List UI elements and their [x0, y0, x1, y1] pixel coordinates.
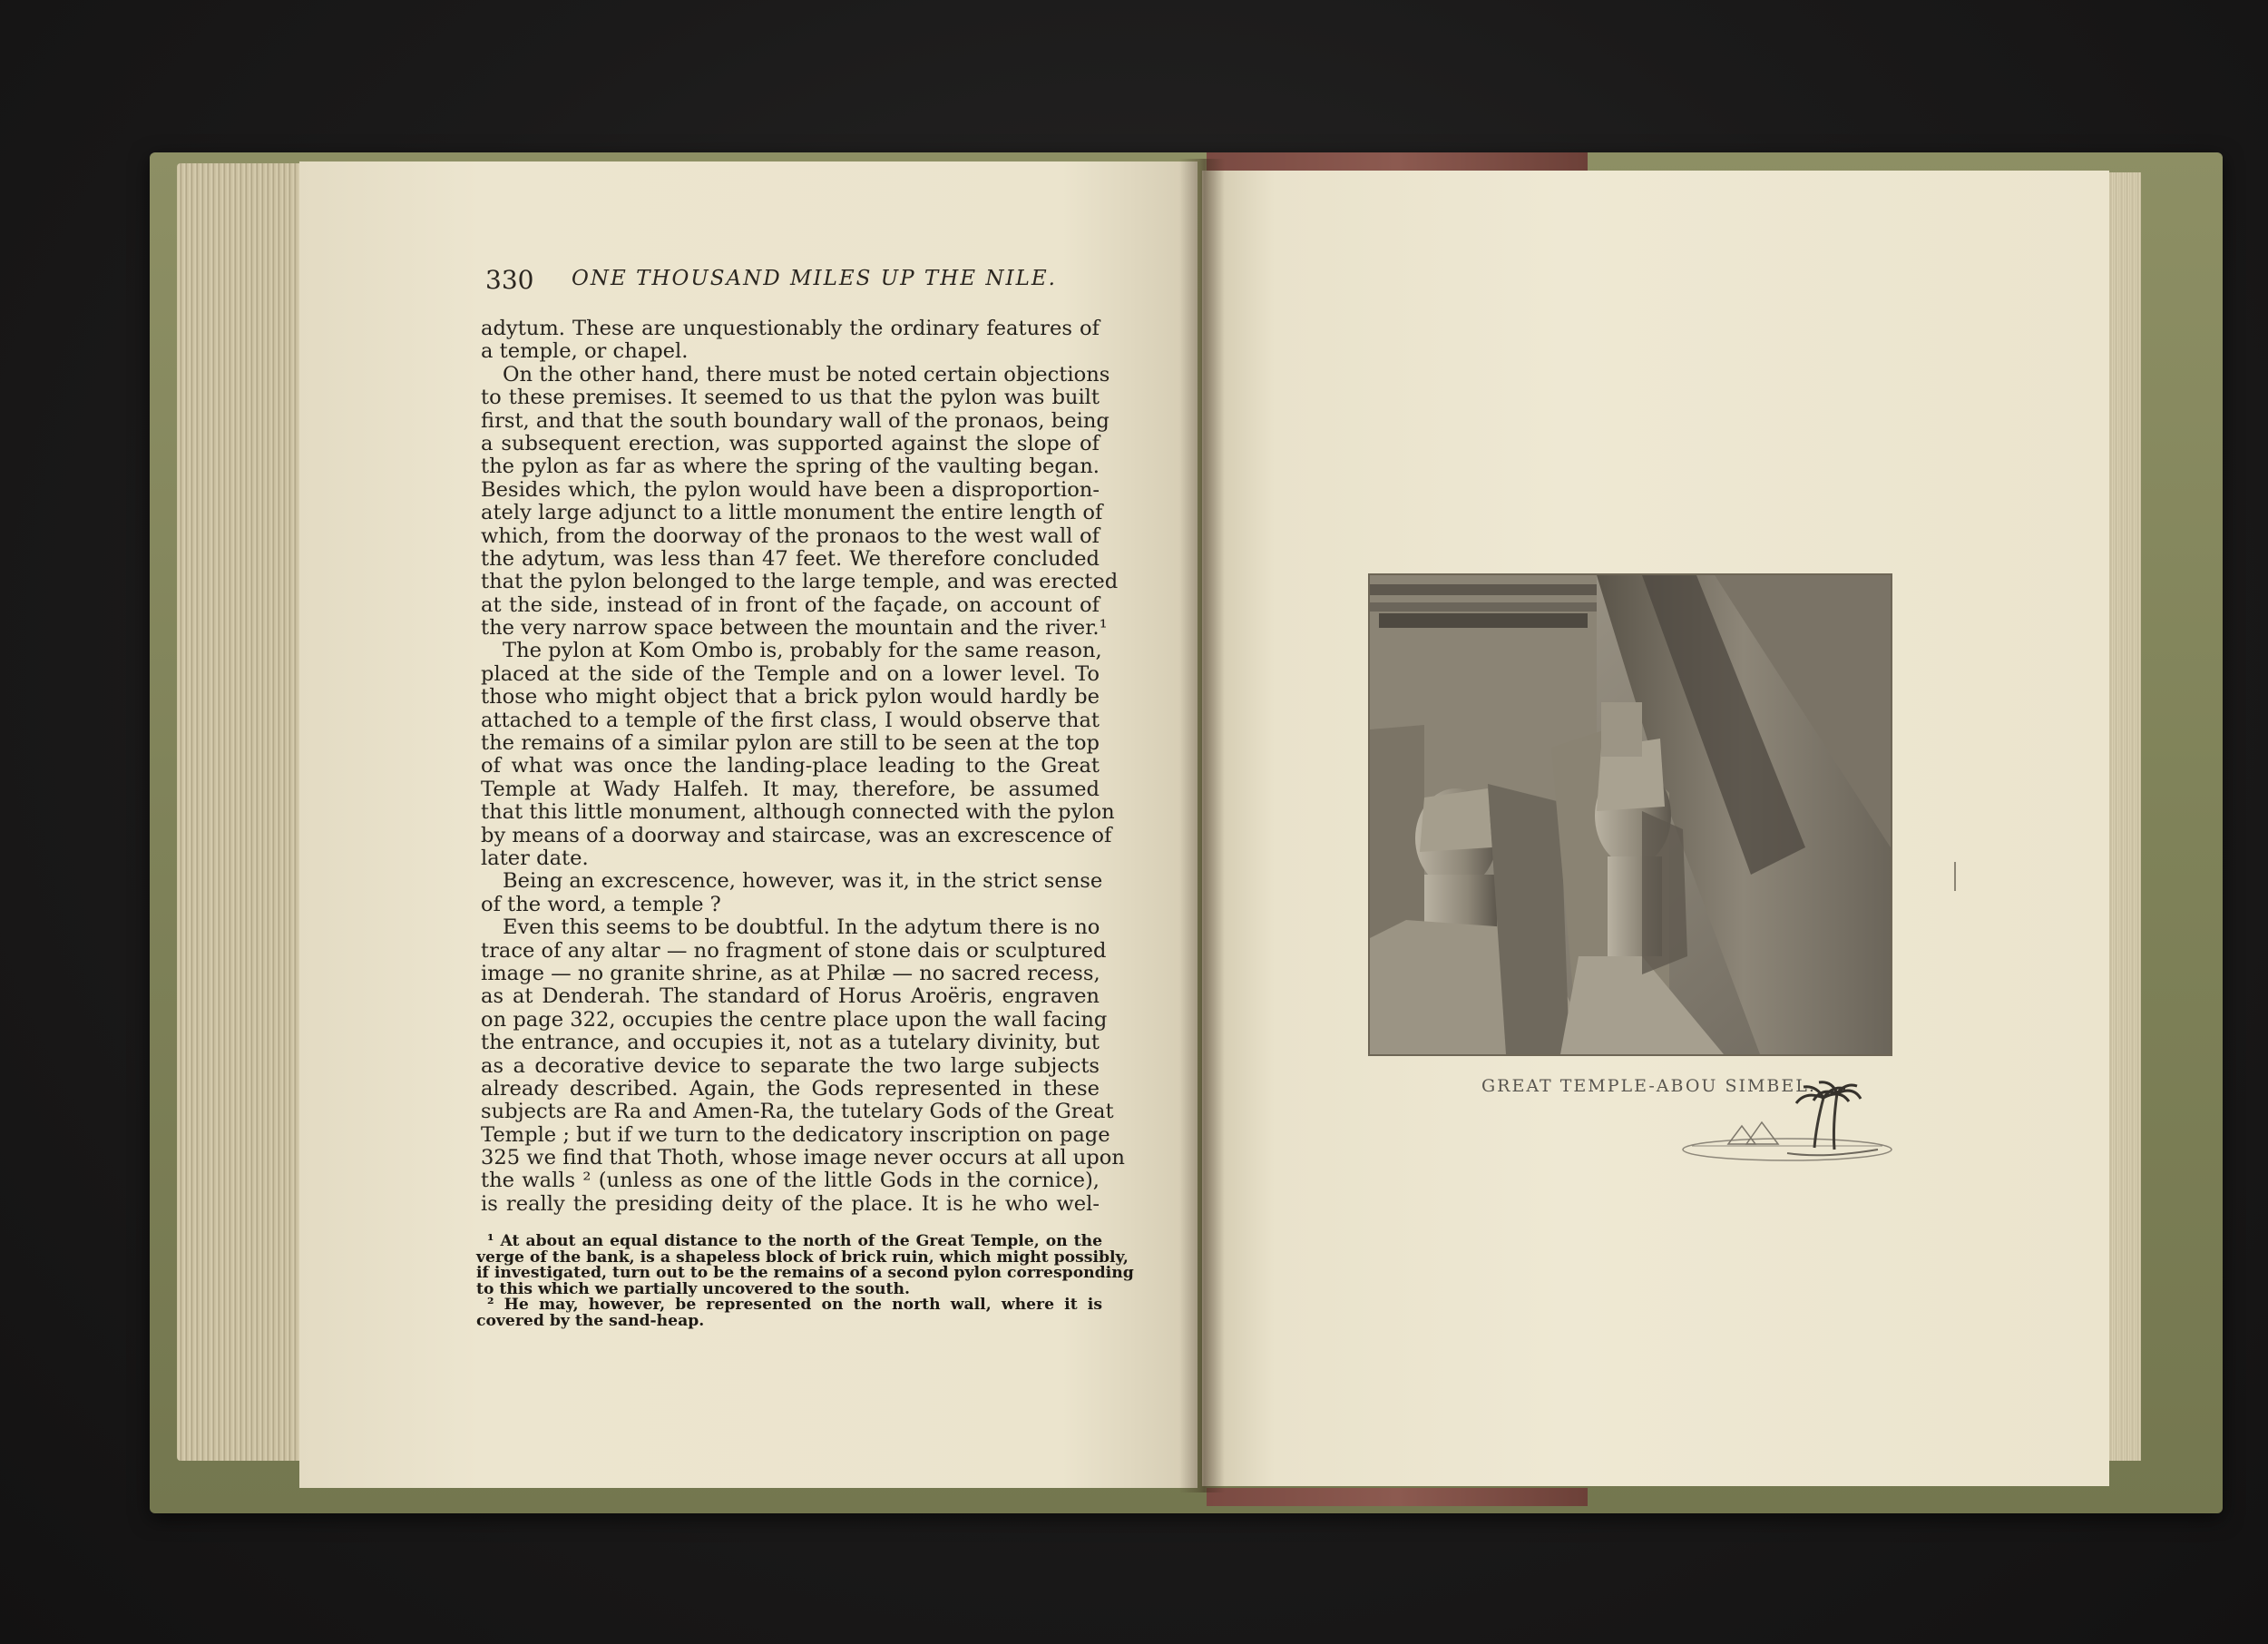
text-line: the walls ² (unless as one of the little Gods in the cornice),: [481, 1169, 1100, 1193]
footnote-line: verge of the bank, is a shapeless block of brick ruin, which might possibly,: [476, 1248, 1129, 1267]
footnote-line: to this which we partially uncovered to the south.: [476, 1279, 910, 1298]
text-line: trace of any altar — no fragment of stone dais or sculptured: [481, 938, 1107, 963]
palm-pyramid-vignette: [1678, 1075, 1896, 1166]
page-number: 330: [485, 265, 534, 295]
footnote-line: ² He may, however, be represented on the north wall, where it is: [487, 1296, 1102, 1314]
footnote-line: ¹ At about an equal distance to the north of the Great Temple, on the: [487, 1232, 1102, 1250]
text-line: to these premises. It seemed to us that the pylon was built: [481, 386, 1100, 410]
text-line: Besides which, the pylon would have been a disproportion-: [481, 477, 1100, 502]
text-line: Being an excrescence, however, was it, in the strict sense: [503, 869, 1103, 894]
text-line: attached to a temple of the first class, I would observe that: [481, 708, 1100, 732]
text-line: at the side, instead of in front of the façade, on account of: [481, 592, 1100, 617]
text-line: Temple ; but if we turn to the dedicatory inscription on page: [481, 1122, 1110, 1147]
spine-tailband: [1207, 1488, 1588, 1506]
text-line: the entrance, and occupies it, not as a tutelary divinity, but: [481, 1031, 1100, 1055]
text-line: the remains of a similar pylon are still to be seen at the top: [481, 731, 1100, 756]
text-line: first, and that the south boundary wall of the pronaos, being: [481, 408, 1110, 433]
text-line: the very narrow space between the mountain and the river.¹: [481, 616, 1108, 641]
text-line: 325 we find that Thoth, whose image never occurs at all upon: [481, 1146, 1125, 1170]
photo-plate-abu-simbel: [1368, 573, 1892, 1056]
footnote-line: if investigated, turn out to be the remains of a second pylon corresponding: [476, 1264, 1134, 1282]
text-line: of what was once the landing-place leading to the Great: [481, 754, 1100, 778]
footnotes: [476, 1232, 1134, 1330]
text-line: is really the presiding deity of the place. It is he who wel-: [481, 1191, 1100, 1216]
text-line: the adytum, was less than 47 feet. We therefore concluded: [481, 546, 1100, 571]
text-line: adytum. These are unquestionably the ordinary features of: [481, 317, 1100, 340]
page-header: [485, 265, 1111, 296]
text-line: which, from the doorway of the pronaos to the west wall of: [481, 524, 1100, 548]
text-line: On the other hand, there must be noted certain objections: [503, 362, 1110, 387]
text-line: on page 322, occupies the centre place upon the wall facing: [481, 1007, 1108, 1032]
text-line: a subsequent erection, was supported against the slope of: [481, 431, 1100, 455]
text-line: Temple at Wady Halfeh. It may, therefore, be assumed: [481, 777, 1100, 801]
text-line: as a decorative device to separate the two large subjects: [481, 1053, 1100, 1078]
footnote-line: covered by the sand-heap.: [476, 1311, 705, 1330]
body-text: [481, 317, 1125, 1216]
temple-photo-illustration: [1370, 575, 1891, 1054]
text-line: the pylon as far as where the spring of the vaulting began.: [481, 455, 1100, 479]
text-line: those who might object that a brick pylon would hardly be: [481, 685, 1100, 709]
running-head: ONE THOUSAND MILES UP THE NILE.: [572, 267, 1057, 290]
text-line: ately large adjunct to a little monument the entire length of: [481, 501, 1103, 525]
text-line: that the pylon belonged to the large temple, and was erected: [481, 570, 1119, 594]
page-mark: [1954, 862, 1956, 891]
text-line: as at Denderah. The standard of Horus Aroëris, engraven: [481, 984, 1100, 1009]
text-line: The pylon at Kom Ombo is, probably for the same reason,: [503, 639, 1102, 663]
text-line: subjects are Ra and Amen-Ra, the tutelary Gods of the Great: [481, 1100, 1114, 1124]
text-line: already described. Again, the Gods represented in these: [481, 1076, 1100, 1101]
plate-caption: GREAT TEMPLE-ABOU SIMBEL.: [1481, 1076, 1816, 1096]
text-line: Even this seems to be doubtful. In the adytum there is no: [503, 915, 1100, 940]
text-line: placed at the side of the Temple and on a lower level. To: [481, 661, 1100, 686]
text-line: a temple, or chapel.: [481, 339, 689, 364]
text-line: of the word, a temple ?: [481, 892, 721, 916]
text-line: image — no granite shrine, as at Philæ — no sacred recess,: [481, 961, 1100, 985]
text-line: by means of a doorway and staircase, was an excrescence of: [481, 823, 1112, 847]
book-gutter: [1179, 159, 1225, 1492]
text-line: that this little monument, although connected with the pylon: [481, 800, 1115, 825]
text-line: later date.: [481, 846, 589, 870]
